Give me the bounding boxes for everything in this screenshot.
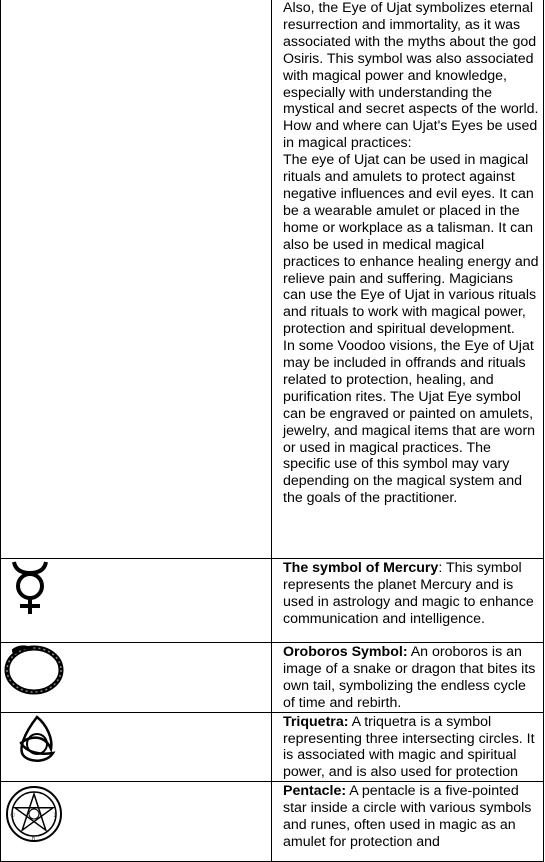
ouroboros-icon: [1, 643, 67, 699]
mercury-symbol-icon: [1, 559, 61, 619]
symbol-title: Oroboros Symbol:: [283, 644, 408, 660]
svg-text:☉: ☉: [10, 812, 16, 820]
symbol-title: Pentacle:: [283, 783, 347, 800]
description-cell: [272, 782, 544, 862]
symbol-title: The symbol of Mercury: [283, 560, 439, 576]
icon-cell: [1, 643, 272, 713]
table-row: [1, 0, 544, 559]
icon-cell: [1, 782, 272, 862]
table-row: [1, 712, 544, 782]
svg-text:☽: ☽: [51, 812, 57, 820]
pentacle-icon: [1, 782, 65, 846]
triquetra-icon: [1, 713, 71, 773]
symbol-description: An oroboros is an image of a snake or dragon that bites its own tail, symbolizing the endless cycle of time and rebirth.: [283, 644, 536, 711]
symbol-description: A triquetra is a symbol representing three intersecting circles. It is associated with magic and spiritual power, and is also used for protection: [283, 713, 535, 781]
table-row: [1, 782, 544, 862]
icon-cell: [1, 712, 272, 782]
symbol-description: A pentacle is a five-pointed star inside a circle with various symbols and runes, often used in magic as an amulet for protection and: [283, 783, 532, 850]
paragraph: The eye of Ujat can be used in magical rituals and amulets to protect against negative influences and evil eyes. It can be a wearable amulet or placed in the home or workplace as a talisman. It can also be used in medical magical practices to enhance healing energy and relieve pain and suffering. Magicians can use the Eye of Ujat in various rituals and rituals to work with magical power, protection and spiritual development.: [283, 152, 539, 338]
description-cell: [272, 712, 544, 782]
symbol-title: Triquetra:: [283, 713, 349, 730]
description-cell: [272, 559, 544, 643]
svg-text:♄: ♄: [31, 835, 37, 843]
icon-cell: [1, 559, 272, 643]
description-cell: [272, 0, 544, 559]
icon-cell-empty: [1, 0, 272, 559]
table-row: [1, 643, 544, 713]
description-cell: [272, 643, 544, 713]
paragraph: Also, the Eye of Ujat symbolizes eternal resurrection and immortality, as it was associated with the myths about the god Osiris. This symbol was also associated with magical power and knowledge, especially with understanding the mystical and secret aspects of the world. How and where can Ujat's Eyes be used in magical practices:: [283, 0, 539, 152]
symbol-description: : This symbol represents the planet Mercury and is used in astrology and magic to enhance communication and intelligence.: [283, 560, 534, 627]
table-row: [1, 559, 544, 643]
paragraph: In some Voodoo visions, the Eye of Ujat may be included in offrands and rituals related to protection, healing, and purification rites. The Ujat Eye symbol can be engraved or painted on amulets, jewelry, and magical items that are worn or used in magical practices. The specific use of this symbol may vary depending on the magical system and the goals of the practitioner.: [283, 338, 536, 507]
